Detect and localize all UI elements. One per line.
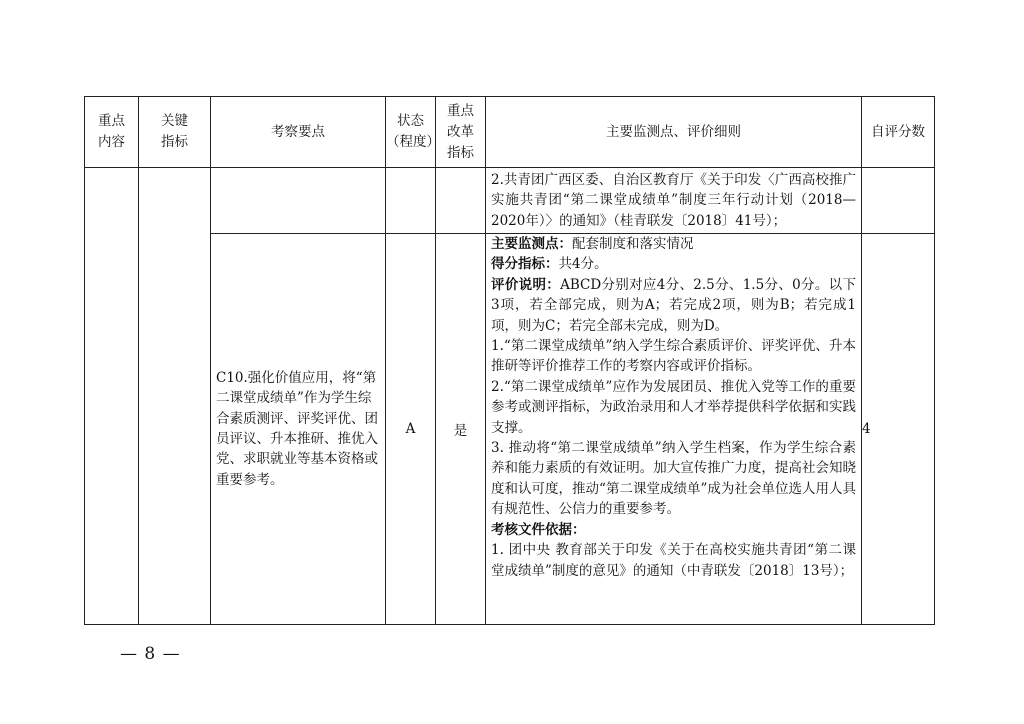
status-value: A	[386, 234, 436, 625]
score-text: 共4分。	[558, 256, 608, 273]
header-row	[85, 97, 935, 168]
monitor-label: 主要监测点：	[491, 236, 572, 252]
header-status: 状态 （程度）	[386, 97, 436, 168]
status-cell	[386, 168, 436, 234]
key-indicator-cell	[139, 168, 211, 625]
inspection-point-text: C10.强化价值应用，将“第二课堂成绩单”作为学生综合素质测评、评奖评优、团员评议、升本推研、推优入党、求职就业等基本资格或重要参考。	[216, 369, 378, 488]
monitor-point	[491, 234, 856, 254]
criteria-item-1: 1.“第二课堂成绩单”纳入学生综合素质评价、评奖评优、升本推研等评价推荐工作的考察内容或评价指标。	[491, 338, 856, 375]
table-row	[85, 234, 935, 625]
header-inspection-points: 考察要点	[211, 97, 386, 168]
page-number: — 8 —	[120, 644, 181, 664]
basis-item-1: 1. 团中央 教育部关于印发《关于在高校实施共青团“第二课堂成绩单”制度的意见》的通知（中青联发〔2018〕13号）；	[491, 542, 856, 579]
inspection-point-cell	[211, 168, 386, 234]
reform-cell	[436, 168, 486, 234]
monitor-text: 配套制度和落实情况	[572, 236, 694, 252]
basis-label: 考核文件依据：	[491, 521, 586, 538]
evaluation-table	[84, 96, 935, 625]
header-self-score: 自评分数	[862, 97, 935, 168]
header-reform-indicator: 重点 改革 指标	[436, 97, 486, 168]
details-cell	[486, 168, 862, 234]
criteria-item-2: 2.“第二课堂成绩单”应作为发展团员、推优入党等工作的重要参考或测评指标，为政治录用和人才举荐提供科学依据和实践支撑。	[491, 378, 856, 436]
header-key-content: 重点 内容	[85, 97, 139, 168]
eval-note	[491, 275, 856, 336]
score-label: 得分指标：	[491, 256, 559, 273]
inspection-point-cell	[211, 234, 386, 625]
score-indicator	[491, 254, 856, 274]
key-content-cell	[85, 168, 139, 625]
header-key-indicator: 关键 指标	[139, 97, 211, 168]
details-block	[486, 234, 861, 581]
eval-label: 评价说明：	[491, 276, 561, 293]
details-text: 2.共青团广西区委、自治区教育厅《关于印发〈广西高校推广实施共青团“第二课堂成绩单”制度三年行动计划（2018—2020年）〉的通知》（桂青联发〔2018〕41号）；	[491, 171, 856, 229]
self-score-value: 4	[862, 234, 935, 625]
score-cell	[862, 168, 935, 234]
reform-value: 是	[436, 234, 486, 625]
header-monitoring-details: 主要监测点、评价细则	[486, 97, 862, 168]
criteria-item-3: 3. 推动将“第二课堂成绩单”纳入学生档案，作为学生综合素养和能力素质的有效证明。加大宣传推广力度，提高社会知晓度和认可度，推动“第二课堂成绩单”成为社会单位选人用人具有规范性、公信力的重要参考。	[491, 440, 856, 518]
eval-text: ABCD分别对应4分、2.5分、1.5分、0分。以下3项，若全部完成，则为A；若完成2项，则为B；若完成1项，则为C；若完全部未完成，则为D。	[491, 276, 856, 334]
table-row	[85, 168, 935, 234]
details-cell	[486, 234, 862, 625]
